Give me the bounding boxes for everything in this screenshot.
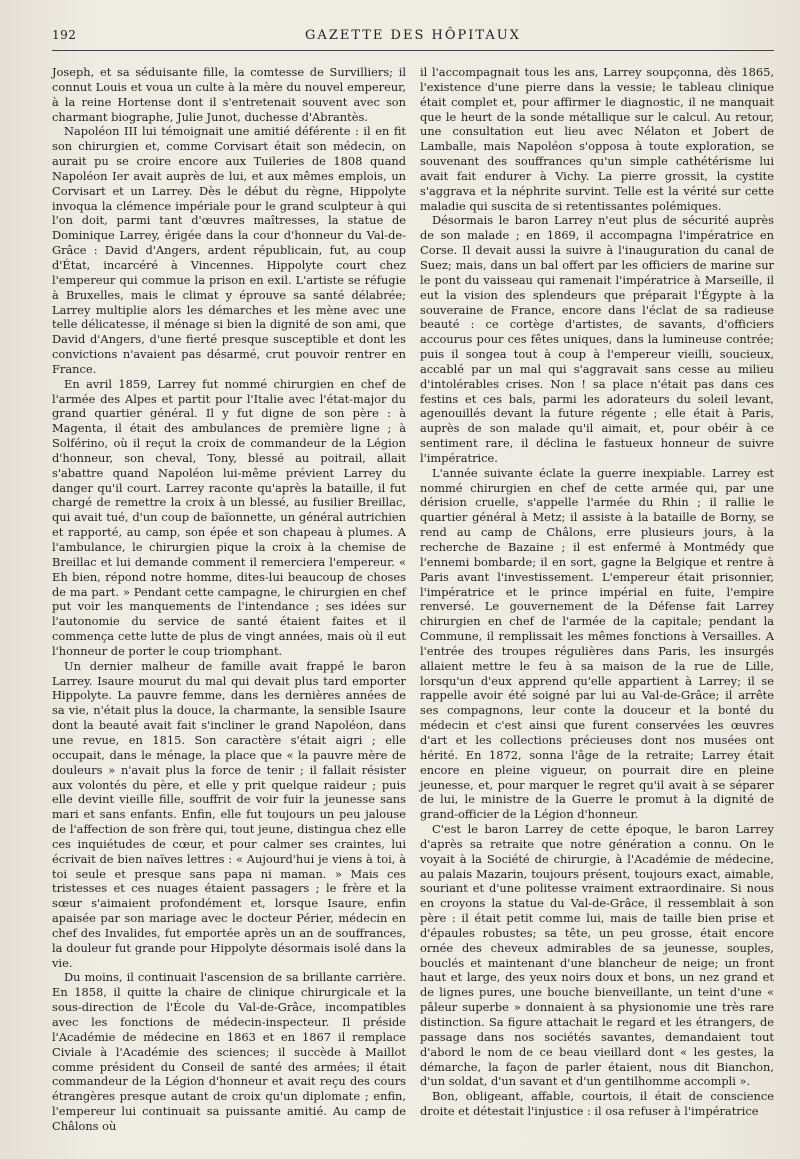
page-header	[52, 26, 774, 51]
paragraph: Du moins, il continuait l'ascension de sa brillante carrière. En 1858, il quitte la chaire de clinique chirurgicale et la sous-direction de l'École du Val-de-Grâce, incompatibles avec les fonctions de médecin-inspecteur. Il préside l'Académie de médecine en 1863 et en 1867 il remplace Civiale à l'Académie des sciences; il succède à Maillot comme président du Conseil de santé des armées; il était commandeur de la Légion d'honneur et avait reçu des cours étrangères presque autant de croix qu'un diplomate ; enfin, l'empereur lui continuait sa puissante amitié. Au camp de Châlons où	[52, 970, 406, 1133]
paragraph: C'est le baron Larrey de cette époque, le baron Larrey d'après sa retraite que notre génération a connu. On le voyait à la Société de chirurgie, à l'Académie de médecine, au palais Mazarin, toujours présent, toujours exact, aimable, souriant et d'une politesse vraiment extraordinaire. Si nous en croyons la statue du Val-de-Grâce, il ressemblait à son père : il était petit comme lui, mais de taille bien prise et d'épaules robustes; sa tête, un peu grosse, était encore ornée des cheveux admirables de sa jeunesse, souples, bouclés et maintenant d'une blancheur de neige; un front haut et large, des yeux noirs doux et bons, un nez grand et de lignes pures, une bouche bienveillante, un teint d'une « pâleur superbe » donnaient à sa physionomie une très rare distinction. Sa figure attachait le regard et les étrangers, de passage dans nos sociétés savantes, demandaient tout d'abord le nom de ce beau vieillard dont « les gestes, la démarche, la façon de parler étaient, nous dit Bianchon, d'un soldat, d'un savant et d'un gentilhomme accompli ».	[420, 822, 774, 1089]
paragraph: Un dernier malheur de famille avait frappé le baron Larrey. Isaure mourut du mal qui devait plus tard emporter Hippolyte. La pauvre femme, dans les dernières années de sa vie, n'était plus la douce, la charmante, la sensible Isaure dont la beauté avait fait s'incliner le grand Napoléon, dans une revue, en 1815. Son caractère s'était aigri ; elle occupait, dans le ménage, la place que « la pauvre mère de douleurs » n'avait plus la force de tenir ; il fallait résister aux volontés du père, et elle y prit quelque raideur ; puis elle devint vieille fille, souffrit de voir fuir la jeunesse sans mari et sans enfants. Enfin, elle fut toujours un peu jalouse de l'affection de son frère qui, tout jeune, distingua chez elle ces inquiétudes de cœur, et pour calmer ses craintes, lui écrivait de bien naïves lettres : « Aujourd'hui je viens à toi, à toi seule et presque sans papa ni maman. » Mais ces tristesses et ces nuages étaient passagers ; le frère et la sœur s'aimaient profondément et, lorsque Isaure, enfin apaisée par son mariage avec le docteur Périer, médecin en chef des Invalides, fut emportée après un an de souffrances, la douleur fut grande pour Hippolyte désormais isolé dans la vie.	[52, 658, 406, 970]
paragraph: Bon, obligeant, affable, courtois, il était de conscience droite et détestait l'injustice : il osa refuser à l'impératrice	[420, 1089, 774, 1119]
text-columns	[52, 65, 774, 1134]
paragraph: En avril 1859, Larrey fut nommé chirurgien en chef de l'armée des Alpes et partit pour l'Italie avec l'état-major du grand quartier général. Il y fut digne de son père : à Magenta, il était des ambulances de première ligne ; à Solférino, où il reçut la croix de commandeur de la Légion d'honneur, son cheval, Tony, blessé au poitrail, allait s'abattre quand Napoléon lui-même prévient Larrey du danger qu'il court. Larrey raconte qu'après la bataille, il fut chargé de remettre la croix à un blessé, au fusilier Breillac, qui avait tué, d'un coup de baïonnette, un général autrichien et rapporté, au camp, son épée et son chapeau à plumes. A l'ambulance, le chirurgien pique la croix à la chemise de Breillac et lui demande comment il remerciera l'empereur. « Eh bien, répond notre homme, dites-lui beaucoup de choses de ma part. » Pendant cette campagne, le chirurgien en chef put voir les manquements de l'intendance ; ses idées sur l'autonomie du service de santé étaient faites et il commença cette lutte de plus de vingt années, mais où il eut l'honneur de porter le coup triomphant.	[52, 376, 406, 658]
paragraph: Désormais le baron Larrey n'eut plus de sécurité auprès de son malade ; en 1869, il accompagna l'impératrice en Corse. Il devait aussi la suivre à l'inauguration du canal de Suez; mais, dans un bal offert par les officiers de marine sur le pont du vaisseau qui ramenait l'impératrice à Marseille, il eut la vision des splendeurs que préparait l'Égypte à la souveraine de France, encore dans l'éclat de sa radieuse beauté : ce cortège d'artistes, de savants, d'officiers accourus pour ces fêtes uniques, dans la lumineuse contrée; puis il songea tout à coup à l'empereur vieilli, soucieux, accablé par un mal qui s'aggravait sans cesse au milieu d'intolérables crises. Non ! sa place n'était pas dans ces festins et ces bals, parmi les adorateurs du soleil levant, agenouillés devant la future régente ; elle était à Paris, auprès de son malade qu'il aimait, et, pour obéir à ce sentiment rare, il déclina le fastueux honneur de suivre l'impératrice.	[420, 213, 774, 465]
paragraph: L'année suivante éclate la guerre inexpiable. Larrey est nommé chirurgien en chef de cette armée qui, par une dérision cruelle, s'appelle l'armée du Rhin ; il rallie le quartier général à Metz; il assiste à la bataille de Borny, se rend au camp de Châlons, erre plusieurs jours, à la recherche de Bazaine ; il est enfermé à Montmédy que l'ennemi bombarde; il en sort, gagne la Belgique et rentre à Paris avant l'investissement. L'empereur était prisonnier, l'impératrice et le prince impérial en fuite, l'empire renversé. Le gouvernement de la Défense fait Larrey chirurgien en chef de l'armée de la capitale; pendant la Commune, il remplissait les mêmes fonctions à Versailles. A l'entrée des troupes régulières dans Paris, les insurgés allaient mettre le feu à sa maison de la rue de Lille, lorsqu'un d'eux apprend qu'elle appartient à Larrey; il se rappelle avoir été soigné par lui au Val-de-Grâce; il arrête ses compagnons, leur conte la douceur et la bonté du médecin et c'est ainsi que furent conservées les œuvres d'art et les collections précieuses dont nos musées ont hérité. En 1872, sonna l'âge de la retraite; Larrey était encore en pleine vigueur, on pourrait dire en pleine jeunesse, et, pour marquer le regret qu'il avait à se séparer de lui, le ministre de la Guerre le promut à la dignité de grand-officier de la Légion d'honneur.	[420, 465, 774, 822]
paragraph: Napoléon III lui témoignait une amitié déférente : il en fit son chirurgien et, comme Corvisart était son médecin, on aurait pu se croire encore aux Tuileries de 1808 quand Napoléon Ier avait auprès de lui, et aux mêmes emplois, un Corvisart et un Larrey. Dès le début du règne, Hippolyte invoqua la clémence impériale pour le grand sculpteur à qui l'on doit, parmi tant d'œuvres maîtresses, la statue de Dominique Larrey, érigée dans la cour d'honneur du Val-de-Grâce : David d'Angers, ardent républicain, fut, au coup d'État, incarcéré à Vincennes. Hippolyte court chez l'empereur qui commue la prison en exil. L'artiste se réfugie à Bruxelles, mais le climat y éprouve sa santé délabrée; Larrey multiplie alors les démarches et les mène avec une telle délicatesse, il ménage si bien la dignité de son ami, que David d'Angers, d'une fierté presque susceptible et dont les convictions n'avaient pas désarmé, crut pouvoir rentrer en France.	[52, 124, 406, 376]
journal-title: GAZETTE DES HÔPITAUX	[305, 28, 521, 43]
paragraph: il l'accompagnait tous les ans, Larrey soupçonna, dès 1865, l'existence d'une pierre dans la vessie; le tableau clinique était complet et, pour affirmer le diagnostic, il ne manquait que le heurt de la sonde métallique sur le calcul. Au retour, une consultation eut lieu avec Nélaton et Jobert de Lamballe, mais Napoléon s'opposa à toute exploration, se souvenant des souffrances qu'un simple cathétérisme lui avait fait endurer à Vichy. La pierre grossit, la cystite s'aggrava et la néphrite survint. Telle est la vérité sur cette maladie qui suscita de si retentissantes polémiques.	[420, 65, 774, 213]
paragraph: Joseph, et sa séduisante fille, la comtesse de Survilliers; il connut Louis et voua un culte à la mère du nouvel empereur, à la reine Hortense dont il s'entretenait souvent avec son charmant biographe, Julie Junot, duchesse d'Abrantès.	[52, 65, 406, 124]
left-column	[52, 65, 406, 1134]
page-number: 192	[52, 28, 77, 42]
right-column	[420, 65, 774, 1134]
